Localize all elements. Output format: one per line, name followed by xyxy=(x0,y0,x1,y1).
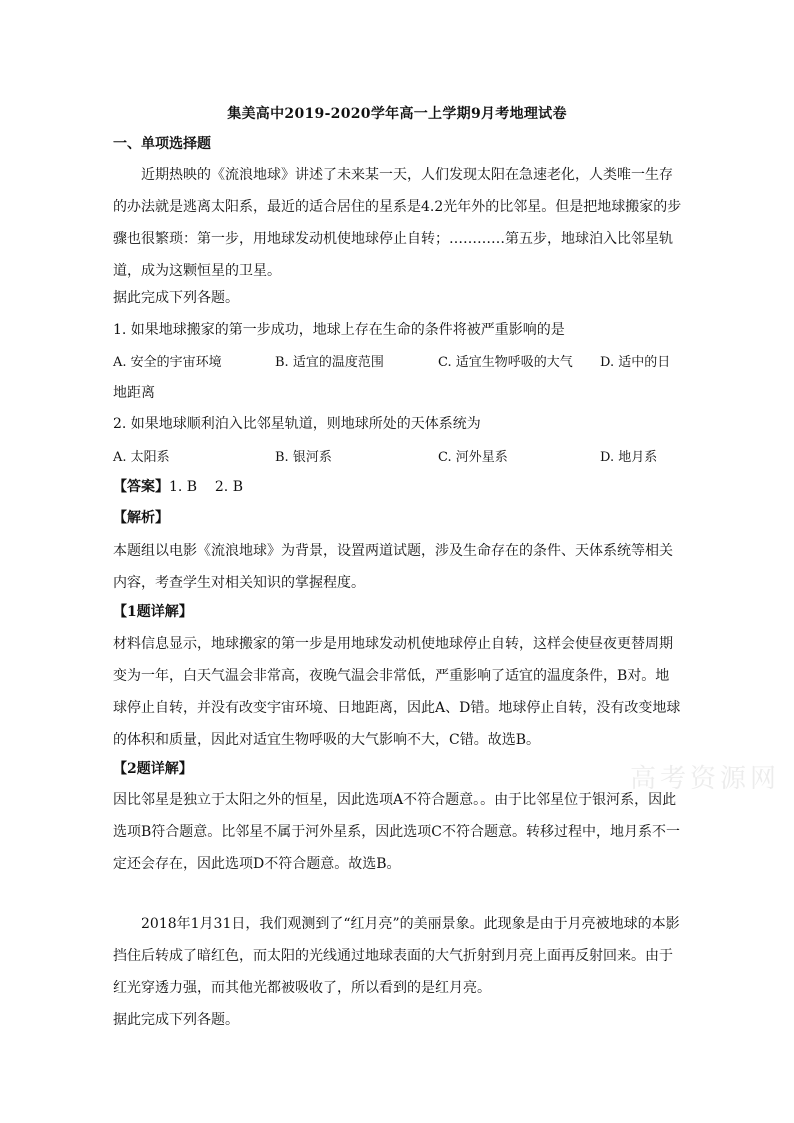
document-title: 集美高中2019-2020学年高一上学期9月考地理试卷 xyxy=(227,106,567,122)
watermark: 高考资源网 xyxy=(630,764,781,794)
detail-2-text: 因比邻星是独立于太阳之外的恒星，因此选项A不符合题意。。由于比邻星位于银河系，因此选项B符合题意。比邻星不属于河外星系，因此选项C不符合题意。转移过程中，地月系不一定还会存在，因此选项D不符合题意。故选B。 xyxy=(113,792,680,872)
answer-text: 1. B 2. B xyxy=(169,479,243,495)
passage-1: 近期热映的《流浪地球》讲述了未来某一天，人们发现太阳在急速老化，人类唯一生存的办法就是逃离太阳系，最近的适合居住的星系是4.2光年外的比邻星。但是把地球搬家的步骤也很繁琐：第一步，用地球发动机使地球停止自转；…………第五步，地球泊入比邻星轨道，成为这颗恒星的卫星。 xyxy=(113,167,682,279)
question-1-option-d-continued: 地距离 xyxy=(113,385,155,401)
analysis-label: 【解析】 xyxy=(113,510,169,526)
question-1-option-b: B. 适宜的温度范围 xyxy=(275,355,384,370)
passage-2: 2018年1月31日，我们观测到了“红月亮”的美丽景象。此现象是由于月亮被地球的本影挡住后转成了暗红色，而太阳的光线通过地球表面的大气折射到月亮上面再反射回来。由于红光穿透力强，而其他光都被吸收了，所以看到的是红月亮。 xyxy=(113,916,680,996)
answer-label: 【答案】 xyxy=(113,479,169,495)
question-2-stem: 2. 如果地球顺利泊入比邻星轨道，则地球所处的天体系统为 xyxy=(113,416,481,432)
prompt-1: 据此完成下列各题。 xyxy=(113,290,239,306)
detail-1-text: 材料信息显示，地球搬家的第一步是用地球发动机使地球停止自转，这样会使昼夜更替周期变为一年，白天气温会非常高，夜晚气温会非常低，严重影响了适宜的温度条件，B对。地球停止自转，并没有改变宇宙环境、日地距离，因此A、D错。地球停止自转，没有改变地球的体积和质量，因此对适宜生物呼吸的大气影响不大，C错。故选B。 xyxy=(113,636,681,748)
question-1-stem: 1. 如果地球搬家的第一步成功，地球上存在生命的条件将被严重影响的是 xyxy=(113,322,565,338)
question-1-option-d: D. 适中的日 xyxy=(600,355,671,370)
question-2-option-c: C. 河外星系 xyxy=(438,450,508,465)
question-2-option-a: A. 太阳系 xyxy=(113,450,170,465)
prompt-2: 据此完成下列各题。 xyxy=(113,1012,239,1028)
question-1-option-c: C. 适宜生物呼吸的大气 xyxy=(438,355,573,370)
detail-2-label: 【2题详解】 xyxy=(113,761,193,777)
detail-1-label: 【1题详解】 xyxy=(113,604,193,620)
analysis-text: 本题组以电影《流浪地球》为背景，设置两道试题，涉及生命存在的条件、天体系统等相关内容，考查学生对相关知识的掌握程度。 xyxy=(113,543,673,591)
section-heading: 一、单项选择题 xyxy=(113,136,211,152)
answer-line xyxy=(113,477,243,497)
question-2-option-b: B. 银河系 xyxy=(275,450,332,465)
question-1-option-a: A. 安全的宇宙环境 xyxy=(113,355,222,370)
question-2-option-d: D. 地月系 xyxy=(600,450,658,465)
